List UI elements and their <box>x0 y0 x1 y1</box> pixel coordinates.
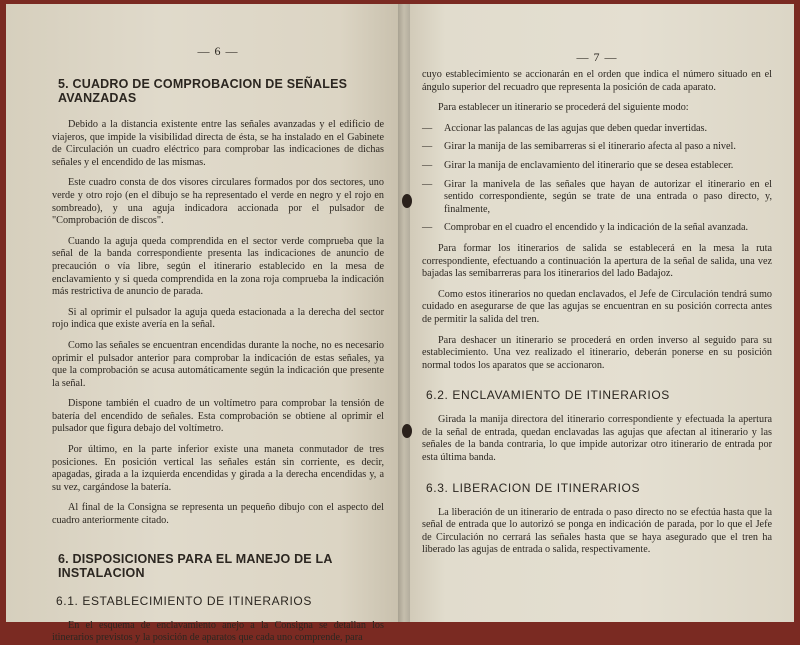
paragraph: Girada la manija directora del itinerario correspondiente y efectuada la apertura de la señal de entrada, quedan enclavadas las agujas que afectan al itinerario y las señales de la banda contraria, lo que impide autorizar otro itinerario de entrada por esta última banda. <box>422 414 772 464</box>
paragraph: cuyo establecimiento se accionarán en el orden que indica el número situado en el ángulo superior del recuadro que representa la posición de cada aparato. <box>422 69 772 93</box>
paragraph: Para formar los itinerarios de salida se establecerá en la mesa la ruta correspondiente, efectuando a continuación la apertura de la señal de salida, una vez bajadas las semibarreras para los itinerarios del lado Badajoz. <box>422 242 772 280</box>
paragraph: Cuando la aguja queda comprendida en el sector verde comprueba que la señal de la banda correspondiente presenta las indicaciones de anuncio de precaución o vía libre, según el itinerario establecido en la mesa de enclavamiento y si queda comprendida en la zona roja comprueba la indicación más restrictiva de anuncio de parada. <box>52 235 384 298</box>
list-item: — Comprobar en el cuadro el encendido y la indicación de la señal avanzada. <box>422 222 749 234</box>
left-page <box>6 4 398 644</box>
dash-marker: — <box>422 122 433 134</box>
paragraph: La liberación de un itinerario de entrada o paso directo no se efectúa hasta que la señal de entrada que lo autorizó se ponga en indicación de parada, por lo que el Jefe de Circulación no cerrará las señales hasta que se haya asegurado que el tren ha liberado las agujas de entrada o salida, respectivamente. <box>422 506 772 556</box>
paragraph: Al final de la Consigna se representa un pequeño dibujo con el aspecto del cuadro anteriormente citado. <box>52 502 384 527</box>
paragraph: Dispone también el cuadro de un voltímetro para comprobar la tensión de batería del encendido de señales. Esta comprobación se obtiene al oprimir el pulsador que figura debajo del voltímetro. <box>52 398 384 435</box>
subsection-6-1-heading: 6.1. ESTABLECIMIENTO DE ITINERARIOS <box>56 593 312 608</box>
paragraph: Como estos itinerarios no quedan enclavados, el Jefe de Circulación tendrá sumo cuidado en asegurarse de que las agujas se encuentran en su posición correcta antes de permitir la salida del tren. <box>422 288 772 325</box>
list-item: — Girar la manija de las semibarreras si el itinerario afecta al paso a nivel. <box>422 141 736 153</box>
dash-marker: — <box>422 141 433 153</box>
section-5-heading: 5. CUADRO DE COMPROBACION DE SEÑALES AVANZADAS <box>58 77 348 105</box>
list-item: — Accionar las palancas de las agujas que deben quedar invertidas. <box>422 122 708 134</box>
subsection-6-2-heading: 6.2. ENCLAVAMIENTO DE ITINERARIOS <box>426 388 670 403</box>
list-item: — Girar la manivela de las señales que hayan de autorizar el itinerario en el sentido correspondiente, según se trate de una entrada o paso directo, y, finalmente, <box>422 178 772 215</box>
section-6-heading: 6. DISPOSICIONES PARA EL MANEJO DE LA INSTALACION <box>58 551 333 580</box>
paragraph: Este cuadro consta de dos visores circulares formados por dos sectores, uno verde y otro rojo (en el dibujo se ha representado el verde en negro y el rojo en sombreado), y una aguja indicadora accionada por el pulsador de "Comprobación de discos". <box>52 177 384 227</box>
page-number: — 6 — <box>197 44 239 58</box>
dash-marker: — <box>422 178 433 190</box>
paragraph: Para deshacer un itinerario se procederá en orden inverso al seguido para su establecimiento. Una vez realizado el itinerario, deberán ponerse en su posición normal todos los aparatos que se accionaron. <box>422 334 772 371</box>
dash-marker: — <box>422 159 433 171</box>
staple-hole <box>402 424 412 438</box>
subsection-6-3-heading: 6.3. LIBERACION DE ITINERARIOS <box>426 480 641 495</box>
list-item: — Girar la manija de enclavamiento del itinerario que se desea establecer. <box>422 159 734 171</box>
page-number: — 7 — <box>576 50 618 64</box>
open-booklet <box>6 4 794 644</box>
steps-list <box>422 123 772 235</box>
paragraph: En el esquema de enclavamiento anejo a la Consigna se detallan los itinerarios previstos y la posición de aparatos que cada uno comprende, para <box>52 619 384 644</box>
staple-hole <box>402 194 412 208</box>
paragraph: Para establecer un itinerario se procederá del siguiente modo: <box>438 102 689 114</box>
paragraph: Como las señales se encuentran encendidas durante la noche, no es necesario oprimir el pulsador anterior para comprobar la indicación de estas señales, ya que la comprobación se acusa automáticamente según la indicación que presente la señal. <box>52 339 384 389</box>
dash-marker: — <box>422 222 433 234</box>
paragraph: Si al oprimir el pulsador la aguja queda estacionada a la derecha del sector rojo indica que existe avería en la señal. <box>52 306 384 331</box>
paragraph: Por último, en la parte inferior existe una maneta conmutador de tres posiciones. En posición vertical las señales están sin corriente, es decir, apagadas, girada a la izquierda encendidas y girada a la derecha encendidas y, a su vez, cargándose la batería. <box>52 444 384 493</box>
paragraph: Debido a la distancia existente entre las señales avanzadas y el edificio de viajeros, que impide la visibilidad directa de ésta, se ha instalado en el Gabinete de Circulación un cuadro eléctrico para comprobar las indicaciones de dichas señales y el encendido de las mismas. <box>52 119 384 168</box>
right-page <box>398 4 794 622</box>
